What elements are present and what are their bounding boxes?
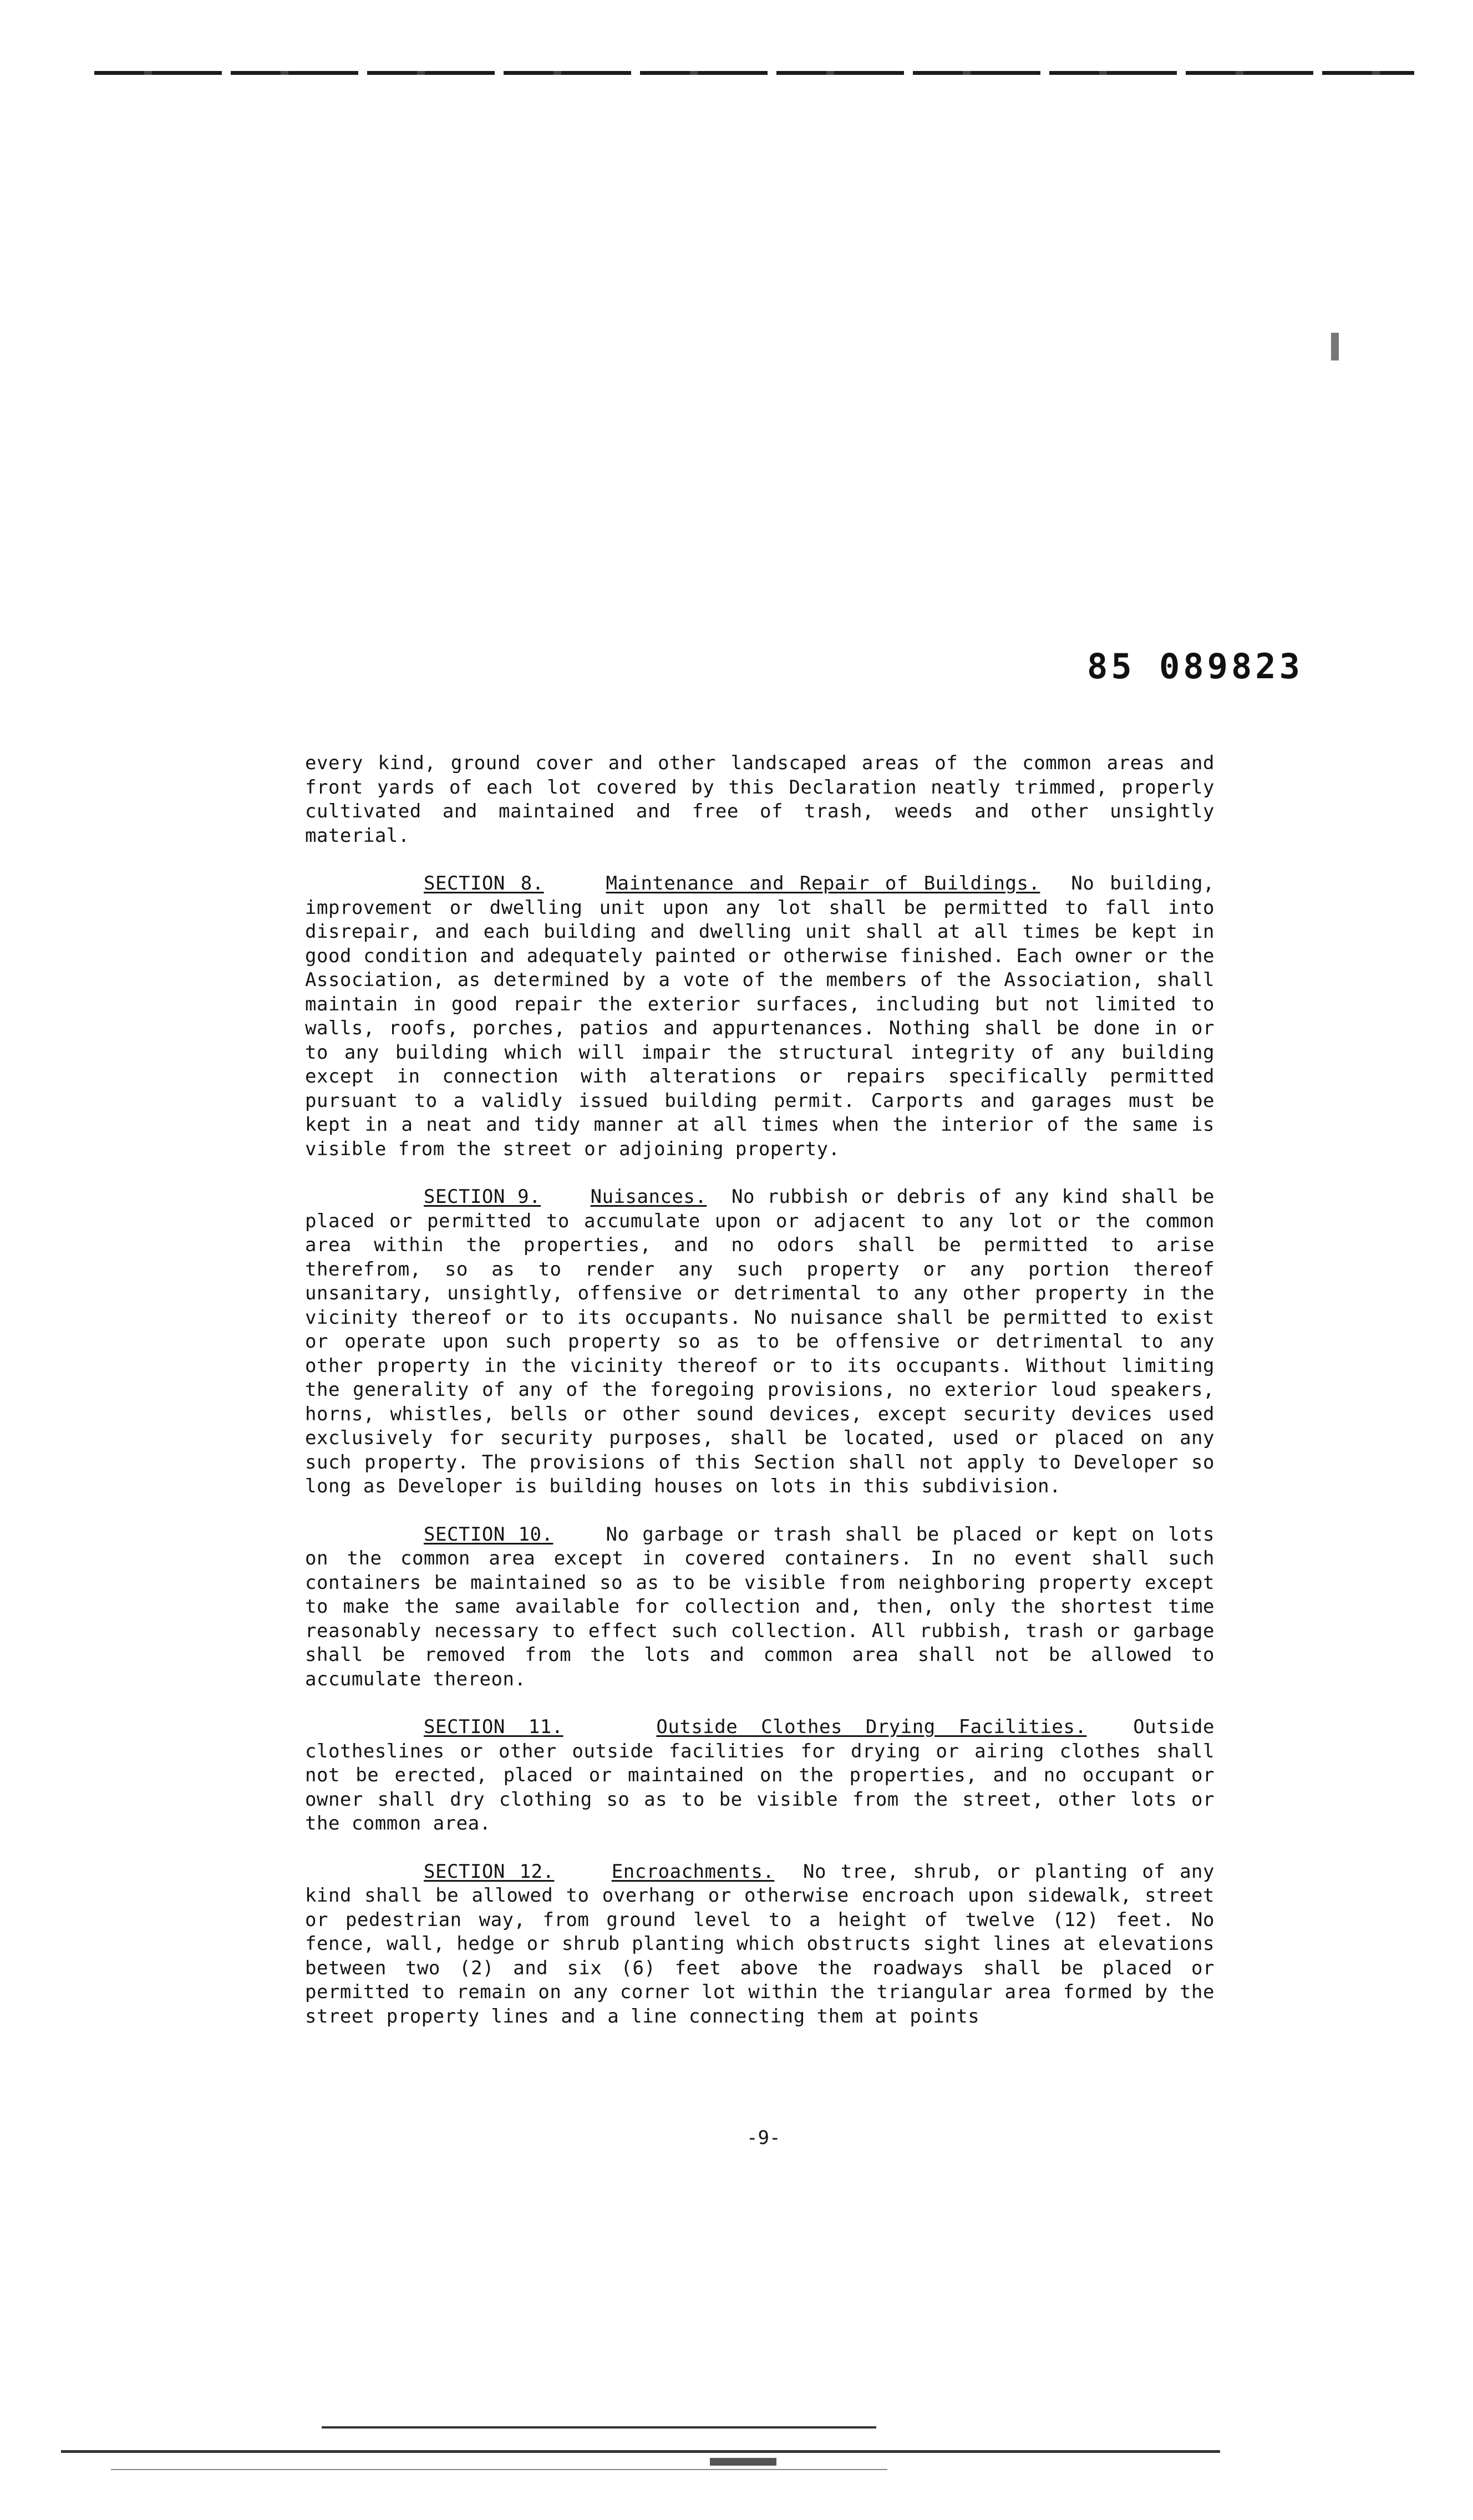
section-11 [305, 1715, 1215, 1836]
section-12 [305, 1860, 1215, 2029]
page-number: -9- [746, 2127, 781, 2149]
document-body [305, 751, 1215, 2052]
section-10-text: No garbage or trash shall be placed or kept on lots on the common area except in covered containers. In no event shall such containers be maintained so as to be visible from neighboring property except to make the same available for collection and, then, only the shortest time reasonably necessary to effect such collection. All rubbish, trash or garbage shall be removed from the lots and common area shall not be allowed to accumulate thereon. [305, 1523, 1215, 1690]
margin-mark [1331, 333, 1339, 360]
section-12-title: Encroachments. [611, 1860, 775, 1883]
section-11-title: Outside Clothes Drying Facilities. [656, 1716, 1087, 1738]
section-8-title: Maintenance and Repair of Buildings. [606, 872, 1040, 895]
section-9-text: No rubbish or debris of any kind shall be placed or permitted to accumulate upon or adjacent to any lot or the common area within the properties, and no odors shall be permitted to arise therefrom, so as to render any such property or any portion thereof unsanitary, unsightly, offensive or detrimental to any other property in the vicinity thereof or to its occupants. No nuisance shall be permitted to exist or operate upon such property so as to be offensive or detrimental to any other property in the vicinity thereof or to its occupants. Without limiting the generality of any of the foregoing provisions, no exterior loud speakers, horns, whistles, bells or other sound devices, except security devices used exclusively for security purposes, shall be located, used or placed on any such property. The provisions of this Section shall not apply to Developer so long as Developer is building houses on lots in this subdivision. [305, 1186, 1215, 1497]
section-9-label: SECTION 9. [424, 1186, 541, 1208]
section-12-label: SECTION 12. [424, 1860, 555, 1883]
bottom-scan-rule [111, 2469, 887, 2470]
section-12-text: No tree, shrub, or planting of any kind shall be allowed to overhang or otherwise encroach upon sidewalk, street or pedestrian way, from ground level to a height of twelve (12) feet. No fence, wall, hedge or shrub planting which obstructs sight lines at elevations between two (2) and six (6) feet above the roadways shall be placed or permitted to remain on any corner lot within the triangular area formed by the street property lines and a line connecting them at points [305, 1860, 1215, 2028]
section-10-label: SECTION 10. [424, 1523, 553, 1546]
top-scan-rule [94, 71, 1414, 75]
section-8-label: SECTION 8. [424, 872, 544, 895]
document-number: 85 089823 [1087, 646, 1303, 687]
section-11-text: Outside clotheslines or other outside facilities for drying or airing clothes shall not be erected, placed or maintained on the properties, and no occupant or owner shall dry clothing so as to be visible from the street, other lots or the common area. [305, 1716, 1215, 1835]
bottom-scan-rule [322, 2426, 876, 2428]
bottom-scan-rule [710, 2458, 776, 2466]
opening-paragraph: every kind, ground cover and other landscaped areas of the common areas and front yards of each lot covered by this Declaration neatly trimmed, properly cultivated and maintained and free of trash, weeds and other unsightly material. [305, 752, 1215, 847]
section-10 [305, 1523, 1215, 1692]
section-8-text: No building, improvement or dwelling unit upon any lot shall be permitted to fall into disrepair, and each building and dwelling unit shall at all times be kept in good condition and adequately painted or otherwise finished. Each owner or the Association, as determined by a vote of the members of the Association, shall maintain in good repair the exterior surfaces, including but not limited to walls, roofs, porches, patios and appurtenances. Nothing shall be done in or to any building which will impair the structural integrity of any building except in connection with alterations or repairs specifically permitted pursuant to a validly issued building permit. Carports and garages must be kept in a neat and tidy manner at all times when the interior of the same is visible from the street or adjoining property. [305, 872, 1215, 1160]
bottom-scan-rule [61, 2450, 1220, 2453]
section-9 [305, 1185, 1215, 1499]
section-11-label: SECTION 11. [424, 1716, 563, 1738]
section-8 [305, 872, 1215, 1161]
section-9-title: Nuisances. [590, 1186, 707, 1208]
